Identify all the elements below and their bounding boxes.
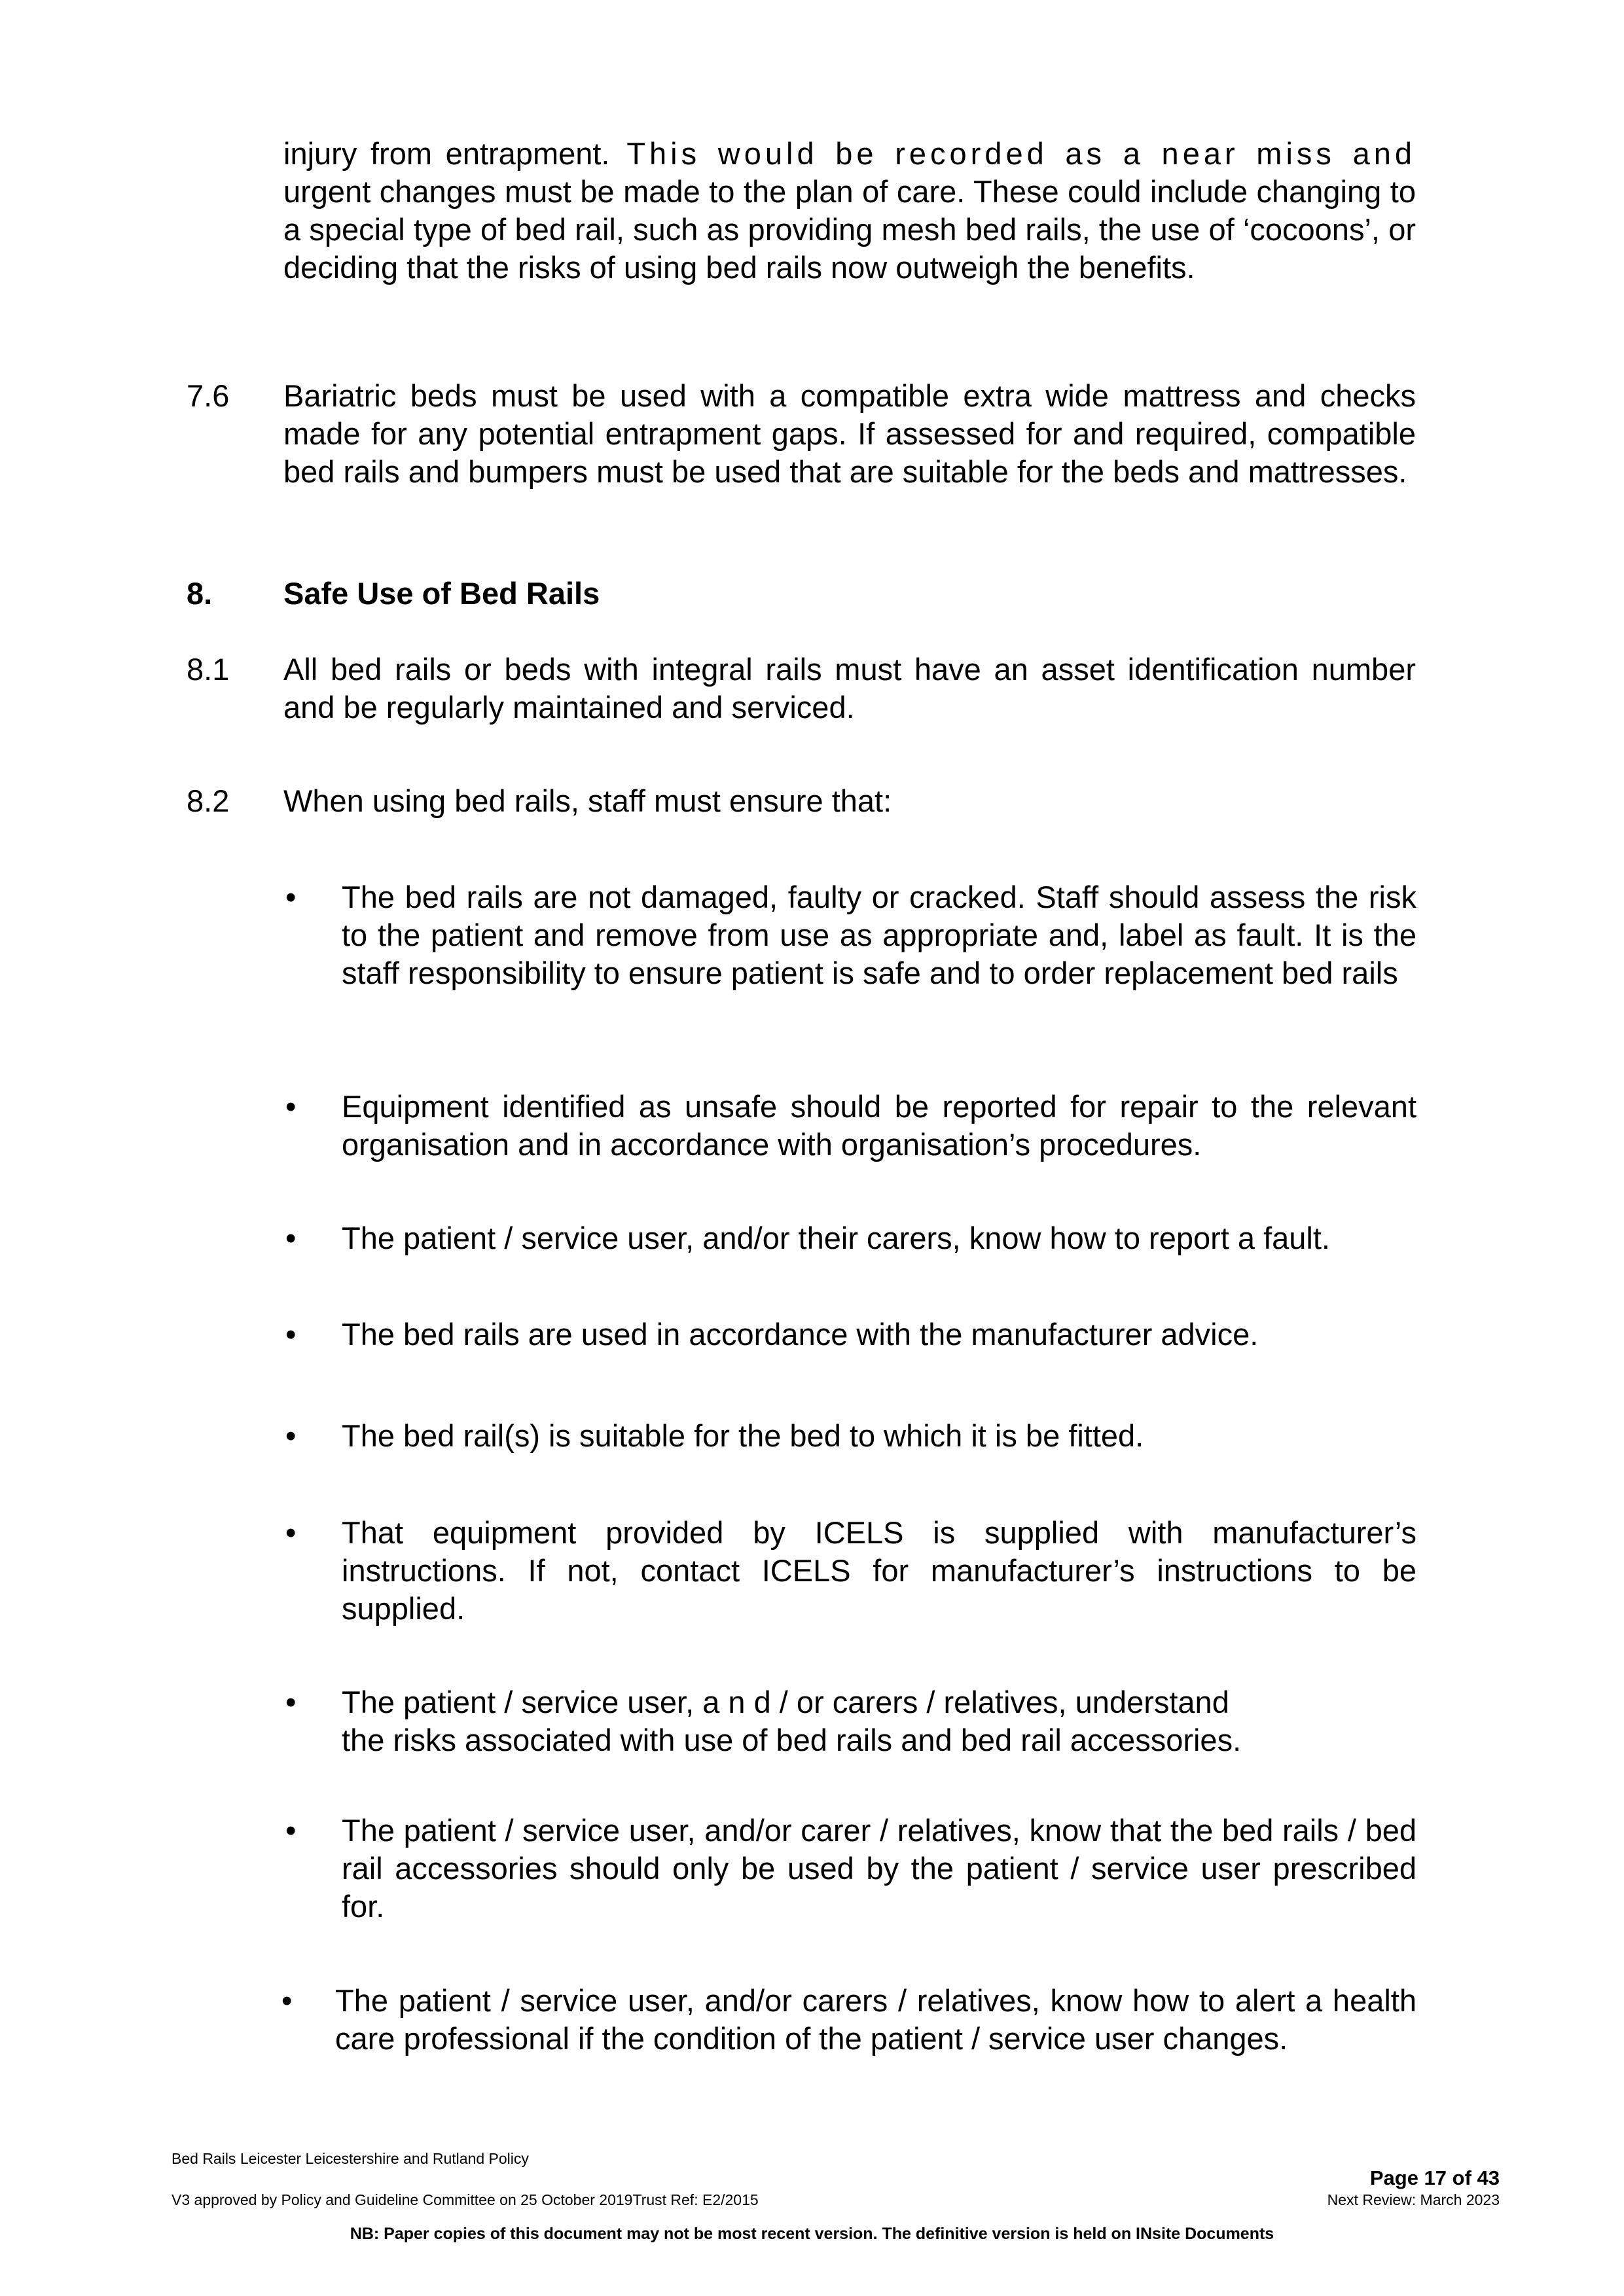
bullet-symbol: • [285,1418,297,1453]
bullet-item-7-line2: the risks associated with use of bed rails and bed rail accessories. [342,1723,1242,1757]
bullet-symbol: • [285,1317,297,1352]
bullet-symbol: • [285,1515,297,1550]
footer-approval: V3 approved by Policy and Guideline Committee on 25 October 2019Trust Ref: E2/2015 [171,2191,759,2208]
intro-line1-start: injury from entrapment. [283,136,610,171]
section-8-number: 8. [187,576,213,611]
footer-nb-notice: NB: Paper copies of this document may not be most recent version. The definitive version is held on INsite Documents [350,2225,1274,2243]
bullet-item-8: The patient / service user, and/or carer / relatives, know that the bed rails / bed rail accessories should only be used by the patient / service user prescribed for. [342,1813,1416,1924]
section-8-title: Safe Use of Bed Rails [283,576,600,611]
bullet-item-9: The patient / service user, and/or carers / relatives, know how to alert a health care professional if the condition of the patient / service user changes. [335,1983,1416,2056]
bullet-item-6: That equipment provided by ICELS is supplied with manufacturer’s instructions. If not, contact ICELS for manufacturer’s instructions to be supplied. [342,1515,1416,1626]
bullet-symbol: • [285,1089,297,1124]
bullet-item-4: The bed rails are used in accordance with the manufacturer advice. [342,1317,1259,1352]
footer-policy-name: Bed Rails Leicester Leicestershire and Rutland Policy [171,2150,529,2167]
bullet-item-5: The bed rail(s) is suitable for the bed to which it is be fitted. [342,1418,1144,1453]
bullet-item-1: The bed rails are not damaged, faulty or cracked. Staff should assess the risk to the patient and remove from use as appropriate and, label as fault. It is the staff responsibility to ensure patient is safe and to order replacement bed rails [342,880,1416,990]
intro-paragraph [283,135,1416,287]
bullet-symbol: • [285,1221,297,1255]
bullet-item-2: Equipment identified as unsafe should be reported for repair to the relevant organisation and in accordance with organisation’s procedures. [342,1089,1416,1162]
section-8-2-text: When using bed rails, staff must ensure that: [283,783,892,818]
intro-rest: urgent changes must be made to the plan of care. These could include changing to a special type of bed rail, such as providing mesh bed rails, the use of ‘cocoons’, or deciding that the risks of using bed rails now outweigh the benefits. [283,174,1416,285]
section-8-1-text: All bed rails or beds with integral rails must have an asset identification number and be regularly maintained and serviced. [283,652,1416,725]
section-7-6-number: 7.6 [187,378,230,413]
intro-line1-spaced: This would be recorded as a near miss and [609,136,1416,171]
bullet-symbol: • [285,1685,297,1719]
bullet-symbol: • [285,880,297,914]
section-8-1-number: 8.1 [187,652,230,687]
bullet-item-3: The patient / service user, and/or their carers, know how to report a fault. [342,1221,1330,1255]
footer-page-number: Page 17 of 43 [1369,2166,1500,2189]
bullet-item-7 [342,1683,1416,1759]
bullet-symbol: • [285,1813,297,1848]
section-7-6-text: Bariatric beds must be used with a compatible extra wide mattress and checks made for any potential entrapment gaps. If assessed for and required, compatible bed rails and bumpers must be used that are suitable for the beds and mattresses. [283,378,1416,489]
bullet-item-7-line1: The patient / service user, a n d / or carers / relatives, understand [342,1685,1229,1719]
section-8-2-number: 8.2 [187,783,230,818]
footer-next-review: Next Review: March 2023 [1327,2191,1500,2208]
bullet-symbol: • [281,1983,293,2018]
